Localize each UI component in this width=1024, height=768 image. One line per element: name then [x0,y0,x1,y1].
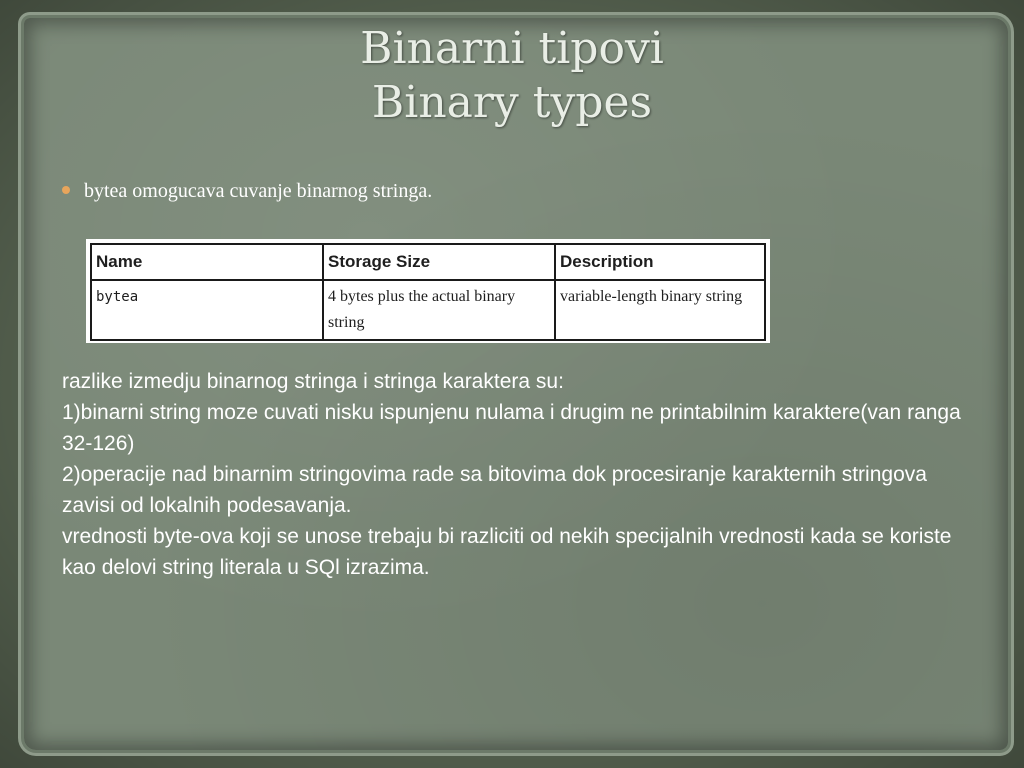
bullet-dot-icon [62,186,70,194]
table-row [91,280,765,340]
table-header-row [91,244,765,280]
binary-types-table-image [86,239,770,343]
title-line-2: Binary types [371,77,653,128]
slide-title [0,22,1024,130]
bullet-item [62,180,432,203]
bullet-text: bytea omogucava cuvanje binarnog stringa. [84,180,433,202]
paragraph-point-1: 1)binarni string moze cuvati nisku ispunjenu nulama i drugim ne printabilnim karaktere(van ranga 32-126) [62,401,961,455]
table-header-storage-size: Storage Size [323,244,555,280]
slide-body-text [62,366,982,583]
table-header-name: Name [91,244,323,280]
table-cell-description: variable-length binary string [555,280,765,340]
table-header-description: Description [555,244,765,280]
title-line-1: Binarni tipovi [360,23,664,74]
binary-types-table [90,243,766,341]
paragraph-note: vrednosti byte-ova koji se unose trebaju bi razliciti od nekih specijalnih vrednosti kada se koriste kao delovi string literala u SQl izrazima. [62,525,952,579]
paragraph-intro: razlike izmedju binarnog stringa i stringa karaktera su: [62,370,564,393]
paragraph-point-2: 2)operacije nad binarnim stringovima rade sa bitovima dok procesiranje karakternih stringova zavisi od lokalnih podesavanja. [62,463,927,517]
table-cell-name: bytea [91,280,323,340]
table-cell-storage-size: 4 bytes plus the actual binary string [323,280,555,340]
